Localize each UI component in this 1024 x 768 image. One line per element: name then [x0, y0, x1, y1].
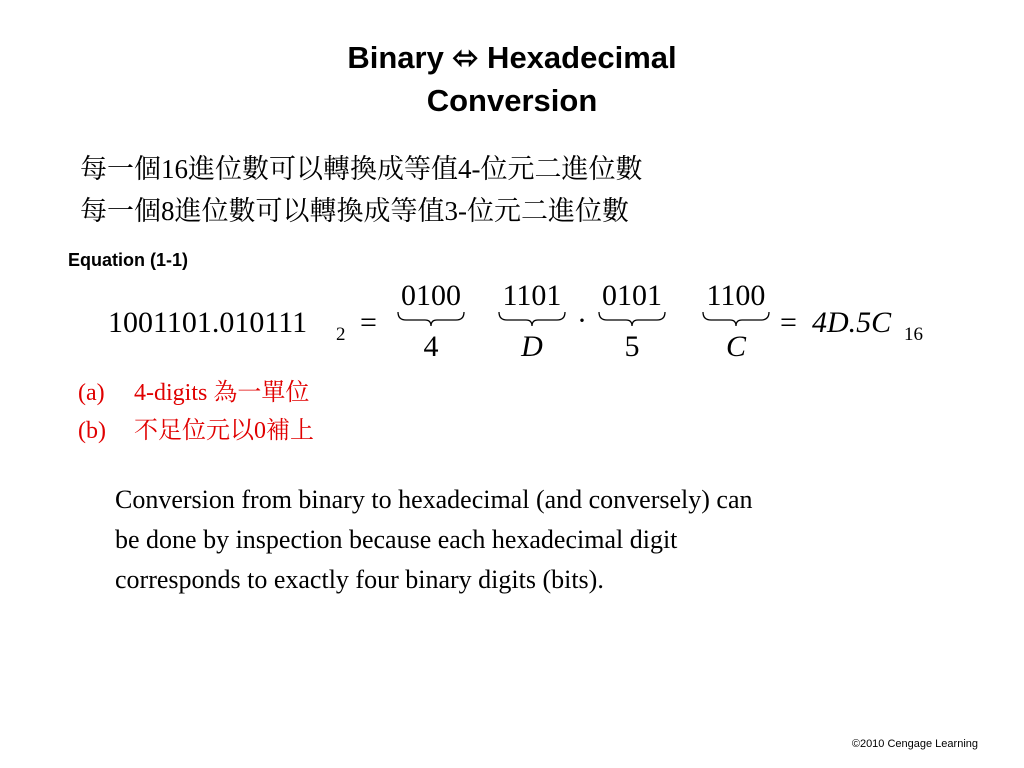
chinese-description	[80, 148, 643, 232]
equation-rhs-subscript: 16	[904, 324, 923, 345]
chinese-line-hex: 每一個16進位數可以轉換成等值4-位元二進位數	[80, 154, 643, 184]
underbrace-2	[499, 312, 565, 326]
equation-label: Equation (1-1)	[68, 250, 188, 270]
slide-title	[0, 36, 1024, 122]
equation-rhs: 4D.5C	[812, 306, 892, 339]
explanation-paragraph	[115, 480, 975, 600]
paragraph-line-1: Conversion from binary to hexadecimal (and conversely) can	[115, 485, 753, 514]
note-a-tag: (a)	[78, 380, 105, 406]
group-digit-4: C	[725, 330, 747, 363]
underbrace-4	[703, 312, 769, 326]
group-bits-4: 1100	[706, 279, 766, 312]
note-b	[78, 412, 314, 450]
note-b-text: 不足位元以0補上	[134, 418, 314, 444]
binary-point: ·	[577, 304, 587, 337]
chinese-line-octal: 每一個8進位數可以轉換成等值3-位元二進位數	[80, 196, 629, 226]
equation-lhs: 1001101.010111	[108, 306, 308, 339]
group-digit-3: 5	[624, 330, 640, 363]
equation-equals-right: =	[780, 306, 797, 339]
grouping-notes	[78, 374, 314, 450]
group-bits-1: 0100	[401, 279, 461, 312]
equation-equals-left: =	[360, 306, 377, 339]
note-a	[78, 374, 314, 412]
group-bits-3: 0101	[602, 279, 662, 312]
note-a-text: 4-digits 為一單位	[134, 380, 310, 406]
equation-1-1	[100, 268, 960, 368]
paragraph-line-3: corresponds to exactly four binary digits (bits).	[115, 565, 604, 594]
title-line-1: Binary ⬄ Hexadecimal	[347, 40, 677, 75]
underbrace-3	[599, 312, 665, 326]
equation-figure	[100, 268, 960, 368]
group-digit-2: D	[521, 330, 543, 363]
group-digit-1: 4	[423, 330, 439, 363]
note-b-tag: (b)	[78, 418, 106, 444]
group-bits-2: 1101	[502, 279, 562, 312]
equation-lhs-subscript: 2	[336, 324, 346, 345]
paragraph-line-2: be done by inspection because each hexadecimal digit	[115, 525, 678, 554]
underbrace-1	[398, 312, 464, 326]
copyright-notice: ©2010 Cengage Learning	[851, 738, 978, 750]
title-line-2: Conversion	[426, 83, 598, 118]
